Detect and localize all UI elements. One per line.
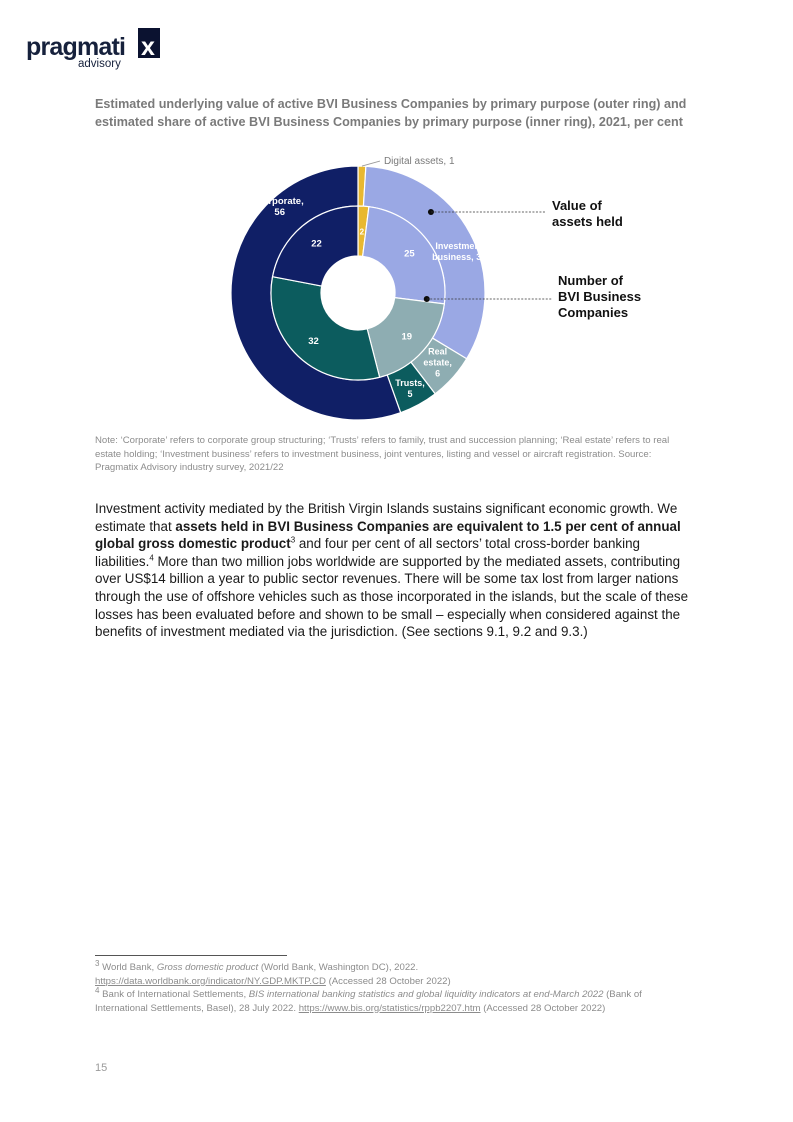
inner-label-trusts: 32 (308, 335, 319, 347)
footnote-4-text: Bank of International Settlements, (99, 989, 249, 1000)
pragmatix-logo (26, 28, 166, 73)
nested-donut-chart (0, 150, 793, 430)
footnote-3-title: Gross domestic product (156, 962, 259, 973)
footnote-4-number: 4 (95, 985, 100, 995)
inner-label-corporate: 22 (311, 238, 322, 250)
outer-label-corporate: Corporate, (255, 196, 304, 208)
number-callout-label-line3: Companies (558, 305, 629, 321)
footnote-3-publisher: (World Bank, Washington DC), 2022. (258, 962, 419, 973)
footnote-3-link[interactable]: https://data.worldbank.org/indicator/NY.GDP.MKTP.CD (95, 975, 326, 987)
outer-label-trusts-line2: 5 (407, 388, 413, 399)
footnote-3-text: World Bank, (99, 962, 157, 973)
chart-title: Estimated underlying value of active BVI Business Companies by primary purpose (outer ring) and estimated share of active BVI Business Companies by primary purpose (inner ring), 2021, per cent (95, 97, 687, 129)
footnote-ref-3: 3 (290, 535, 296, 545)
footnote-4-link[interactable]: https://www.bis.org/statistics/rppb2207.htm (298, 1002, 481, 1014)
outer-label-digital-assets: Digital assets, 1 (383, 156, 455, 168)
outer-label-corporate-line2: 56 (274, 207, 286, 219)
outer-label-real-estate-line2: estate, (423, 357, 452, 368)
logo-wordmark: pragmati (26, 33, 126, 61)
digital-assets-leader-line (362, 161, 380, 166)
body-text-3: More than two million jobs worldwide are supported by the mediated assets, contributing over US$14 billion a year to public sector revenues. There will be some tax lost from larger nations through the use of offshore vehicles such as those incorporated in the islands, but the scale of these losses has been evaluated before and shown to be small – especially when considered against the benefits of investment mediated via the jurisdiction. (See sections 9.1, 9.2 and 9.3.) (95, 553, 689, 640)
footnote-3-accessed: (Accessed 28 October 2022) (325, 975, 451, 987)
outer-label-investment-business: Investment (435, 241, 483, 252)
logo-x-block (138, 28, 160, 61)
chart-note: Note: ‘Corporate’ refers to corporate group structuring; ‘Trusts’ refers to family, trust and succession planning; ‘Real estate’ refers to real estate holding; ‘Investment business’ refers to investment business, joint ventures, listing and vessel or aircraft registration. Source: Pragmatix Advisory industry survey, 2021/22 (95, 435, 670, 473)
donut-center-hole (322, 257, 395, 330)
logo-x-letter: x (141, 33, 155, 61)
footnote-divider (95, 955, 287, 956)
number-callout-label-line2: BVI Business (558, 289, 642, 305)
footnote-ref-4: 4 (149, 553, 154, 563)
footnote-4-publisher: (Bank of International Settlements, Basel), 28 July 2022. (95, 989, 642, 1014)
page-number: 15 (95, 1062, 108, 1074)
inner-label-real-estate-trusts: 19 (401, 331, 413, 343)
outer-label-real-estate-line3: 6 (435, 368, 441, 379)
inner-label-digital-assets: 2 (359, 227, 365, 237)
inner-label-investment-business: 25 (404, 248, 415, 260)
footnote-3-number: 3 (95, 958, 100, 968)
body-text-1: Investment activity mediated by the British Virgin Islands sustains significant economic growth. We estimate that (95, 501, 678, 534)
outer-label-investment-business-line2: business, 33 (432, 252, 487, 263)
logo-subtitle: advisory (78, 58, 121, 70)
outer-label-real-estate: Real (428, 346, 448, 357)
body-paragraph (95, 500, 700, 641)
footnote-4-title: BIS international banking statistics and global liquidity indicators at end-March 2022 (248, 989, 604, 1000)
body-bold-text: assets held in BVI Business Companies are equivalent to 1.5 per cent of annual global gross domestic product (95, 518, 681, 552)
value-callout-label-line2: assets held (552, 213, 623, 229)
footnotes (95, 958, 695, 1015)
body-text-2: and four per cent of all sectors’ total cross-border banking liabilities. (95, 536, 641, 569)
outer-label-trusts: Trusts, (395, 377, 425, 388)
value-callout-label: Value of (552, 197, 602, 213)
footnote-4-accessed: (Accessed 28 October 2022) (480, 1002, 606, 1014)
number-callout-label: Number of (558, 273, 623, 289)
